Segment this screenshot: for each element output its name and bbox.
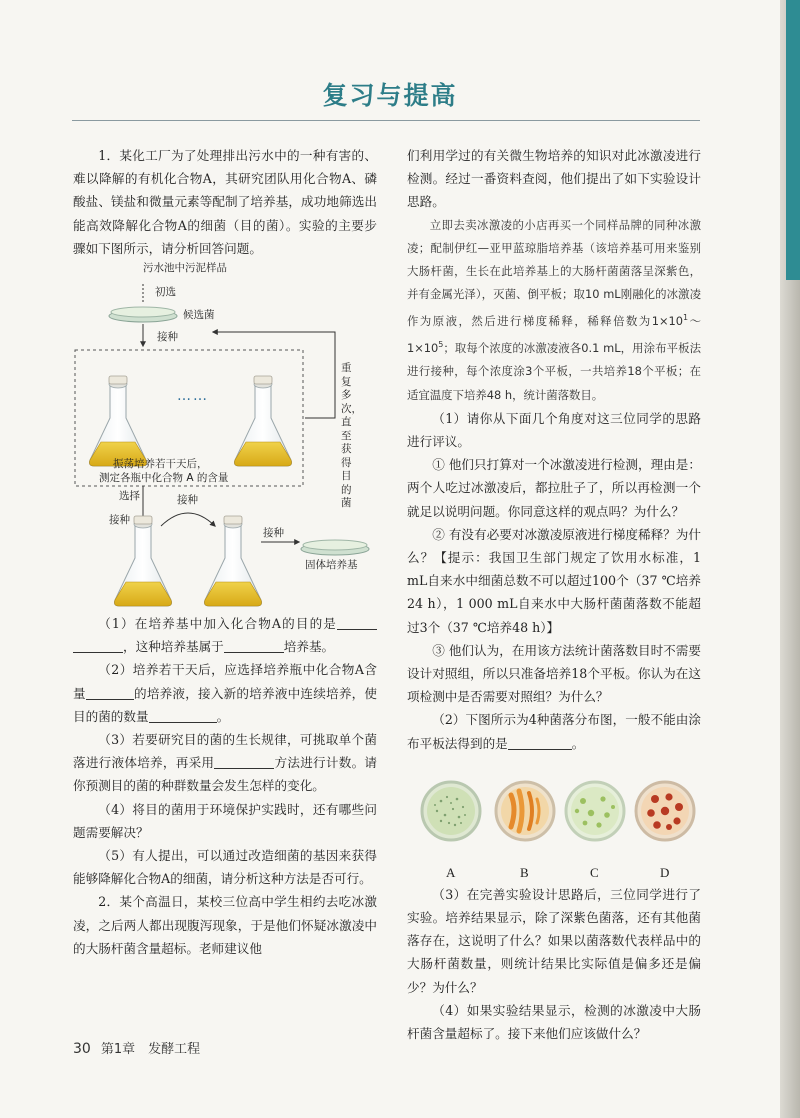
page-footer <box>73 1038 200 1057</box>
label-primary: 初选 <box>155 286 176 299</box>
label-inoculate: 接种 <box>157 331 178 344</box>
design-plan: 立即去卖冰激凌的小店再买一个同样品牌的同种冰激凌；配制伊红—亚甲蓝琼脂培养基（该培养基可用来鉴别大肠杆菌，生长在此培养基上的大肠杆菌菌落呈深紫色，并有金属光泽），灭菌、倒平板；取10 mL刚融化的冰激凌作为原液，然后进行梯度稀释，稀释倍数为$1\times 10^1\sim 1\times 10^5$；取每个浓度的冰激凌液各0.1 mL，用涂布平板法进行接种，每个浓度涂3个平板，一共培养18个平板；在适宜温度下培养48 h，统计菌落数目。 <box>407 217 701 402</box>
left-column <box>73 144 377 960</box>
question-1-5: （5）有人提出，可以通过改造细菌的基因来获得能够降解化合物A的细菌，请分析这种方法是否可行。 <box>73 848 377 887</box>
question-2-1-3: ③ 他们认为，在用该方法统计菌落数目时不需要设计对照组，所以只准备培养18个平板。你认为在这项检测中是否需要对照组？为什么？ <box>407 642 701 705</box>
colony-graphic <box>407 769 701 859</box>
question-2-1-1: ① 他们只打算对一个冰激凌进行检测，理由是：两个人吃过冰激凌后，都拉肚子了，所以再检测一个就足以说明问题。你同意这样的观点吗？为什么？ <box>407 457 701 519</box>
question-2-cont: 们利用学过的有关微生物培养的知识对此冰激凌进行检测。经过一番资料查阅，他们提出了如下实验设计思路。 <box>407 148 701 210</box>
label-sample: 污水池中污泥样品 <box>143 262 227 275</box>
question-2-2: （2）下图所示为4种菌落分布图，一般不能由涂布平板法得到的是 。 <box>407 712 701 751</box>
answer-blank[interactable] <box>508 735 572 750</box>
question-2-intro: 2．某个高温日，某校三位高中学生相约去吃冰激凌，之后两人都出现腹泻现象，于是他们怀疑冰激凌中的大肠杆菌含量超标。老师建议他 <box>73 894 377 956</box>
dish-d <box>636 782 694 840</box>
page-edge <box>780 0 800 1118</box>
label-inoculate-2: 接种 <box>109 514 130 527</box>
label-shake: 振荡培养若干天后， <box>113 458 208 471</box>
question-1-2: （2）培养若干天后，应选择培养瓶中化合物A含量 的培养液，接入新的培养液中连续培养，使目的菌的数量 。 <box>73 662 378 724</box>
label-candidate: 候选菌 <box>183 309 215 322</box>
dish-label-d: D <box>660 864 670 880</box>
label-measure: 测定各瓶中化合物 A 的含量 <box>99 472 229 485</box>
label-dots: …… <box>177 388 209 405</box>
question-1-4: （4）将目的菌用于环境保护实践时，还有哪些问题需要解决？ <box>73 801 377 840</box>
page-number: 30 <box>73 1041 91 1057</box>
right-column <box>407 144 701 1045</box>
label-inoculate-3: 接种 <box>177 494 198 507</box>
dish-c <box>566 782 624 840</box>
question-1-intro: 1．某化工厂为了处理排出污水中的一种有害的、难以降解的有机化合物A，其研究团队用化合物A、磷酸盐、镁盐和微量元素等配制了培养基，成功地筛选出能高效降解化合物A的细菌（目的菌）。实验的主要步骤如下图所示，请分析回答问题。 <box>73 148 377 256</box>
answer-blank[interactable] <box>214 754 274 769</box>
label-repeat: 重复多次，直至获得目的菌 <box>341 362 362 510</box>
dish-label-c: C <box>590 864 599 880</box>
colony-figure <box>407 769 701 880</box>
dish-a <box>422 782 480 840</box>
page-title: 复习与提高 <box>322 81 458 110</box>
label-select: 选择 <box>119 490 140 503</box>
answer-blank[interactable] <box>73 638 123 653</box>
dish-b <box>496 782 554 840</box>
answer-blank[interactable] <box>86 685 134 700</box>
question-2-1-2: ② 有没有必要对冰激凌原液进行梯度稀释？为什么？【提示：我国卫生部门规定了饮用水标准，1 mL自来水中细菌总数不可以超过100个（37 ℃培养24 h），1 000 mL自来水中大肠杆菌菌落数不能超过3个（37 ℃培养48 h）】 <box>407 526 701 635</box>
question-2-1: （1）请你从下面几个角度对这三位同学的思路进行评议。 <box>407 410 701 450</box>
dish-label-b: B <box>520 864 529 880</box>
question-1-1: （1）在培养基中加入化合物A的目的是，这种培养基属于 培养基。 <box>73 612 377 658</box>
question-1-3: （3）若要研究目的菌的生长规律，可挑取单个菌落进行液体培养，再采用 方法进行计数。请你预测目的菌的种群数量会发生怎样的变化。 <box>73 732 378 794</box>
answer-blank[interactable] <box>337 615 377 630</box>
title-rule <box>72 120 700 121</box>
experiment-diagram <box>73 262 377 612</box>
edge-tab <box>786 0 800 280</box>
question-2-3: （3）在完善实验设计思路后，三位同学进行了实验。培养结果显示，除了深紫色菌落，还有其他菌落存在，这说明了什么？如果以菌落数代表样品中的大肠杆菌数量，则统计结果比实际值是偏多还是偏少？为什么？ <box>407 886 701 995</box>
chapter-title: 第1章 发酵工程 <box>100 1042 201 1057</box>
answer-blank[interactable] <box>149 708 217 723</box>
answer-blank[interactable] <box>224 638 284 653</box>
flask <box>115 516 172 606</box>
flask <box>205 516 262 606</box>
flask <box>90 376 147 466</box>
question-2-4: （4）如果实验结果显示，检测的冰激凌中大肠杆菌含量超标了。接下来他们应该做什么？ <box>407 1002 701 1042</box>
label-inoculate-4: 接种 <box>263 527 284 540</box>
dish-label-a: A <box>446 864 456 880</box>
flask <box>235 376 292 466</box>
label-solid: 固体培养基 <box>305 559 358 572</box>
